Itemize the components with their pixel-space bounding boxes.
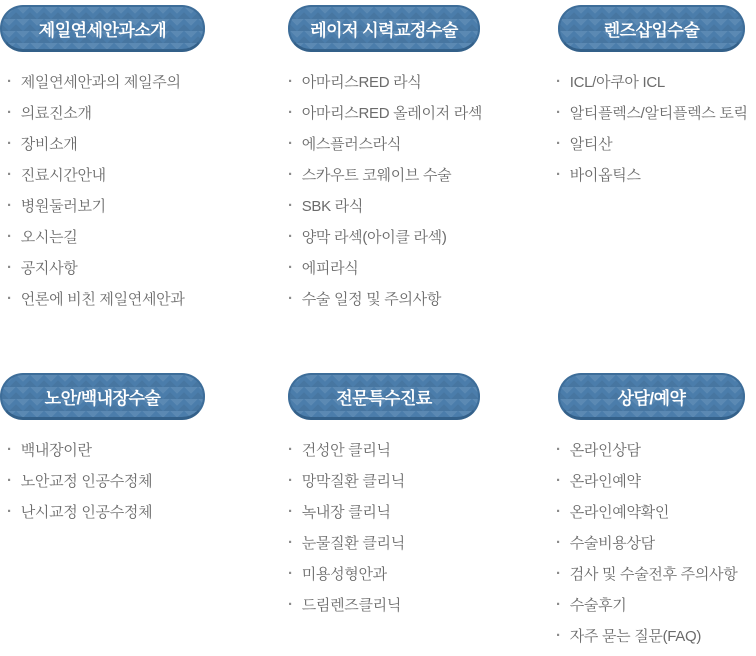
menu-item-label: 온라인예약확인 xyxy=(569,504,670,521)
menu-group-special-clinics xyxy=(288,373,568,620)
bullet-icon: · xyxy=(288,441,293,458)
menu-item[interactable] xyxy=(556,620,756,651)
menu-list-consult-reservation xyxy=(556,434,756,651)
menu-item[interactable] xyxy=(7,66,280,97)
bullet-icon: · xyxy=(288,166,293,183)
bullet-icon: · xyxy=(7,135,12,152)
bullet-icon: · xyxy=(556,104,561,121)
group-header-laser-vision-correction[interactable] xyxy=(288,5,480,52)
menu-item[interactable] xyxy=(7,496,280,527)
menu-item[interactable] xyxy=(7,434,280,465)
bullet-icon: · xyxy=(7,228,12,245)
menu-item-label: 알티산 xyxy=(569,136,613,153)
group-title: 렌즈삽입수술 xyxy=(603,20,700,40)
group-header-lens-implant[interactable] xyxy=(558,5,745,52)
bullet-icon: · xyxy=(288,503,293,520)
menu-group-lens-implant xyxy=(558,5,756,190)
menu-item-label: 난시교정 인공수정체 xyxy=(20,504,153,521)
menu-item-label: 공지사항 xyxy=(20,260,78,277)
menu-item[interactable] xyxy=(556,527,756,558)
bullet-icon: · xyxy=(556,565,561,582)
menu-item[interactable] xyxy=(288,558,568,589)
menu-item[interactable] xyxy=(7,128,280,159)
menu-item[interactable] xyxy=(556,66,756,97)
menu-item-label: 알티플렉스/알티플렉스 토릭 xyxy=(569,105,748,122)
bullet-icon: · xyxy=(7,290,12,307)
menu-item-label: 제일연세안과의 제일주의 xyxy=(20,74,181,91)
menu-item-label: 수술비용상담 xyxy=(569,535,655,552)
menu-item[interactable] xyxy=(288,159,568,190)
bullet-icon: · xyxy=(556,503,561,520)
menu-item-label: 병원둘러보기 xyxy=(20,198,106,215)
group-header-presbyopia-cataract[interactable] xyxy=(0,373,205,420)
bullet-icon: · xyxy=(288,197,293,214)
bullet-icon: · xyxy=(288,104,293,121)
menu-item[interactable] xyxy=(288,496,568,527)
menu-item[interactable] xyxy=(556,496,756,527)
menu-item[interactable] xyxy=(288,97,568,128)
bullet-icon: · xyxy=(288,290,293,307)
menu-item-label: 오시는길 xyxy=(20,229,78,246)
menu-list-special-clinics xyxy=(288,434,568,620)
group-header-special-clinics[interactable] xyxy=(288,373,480,420)
menu-item-label: 장비소개 xyxy=(20,136,78,153)
bullet-icon: · xyxy=(556,135,561,152)
menu-item[interactable] xyxy=(288,527,568,558)
menu-item-label: 백내장이란 xyxy=(20,442,92,459)
menu-group-consult-reservation xyxy=(558,373,756,651)
group-title: 레이저 시력교정수술 xyxy=(310,20,458,40)
menu-item[interactable] xyxy=(556,558,756,589)
bullet-icon: · xyxy=(556,627,561,644)
menu-item-label: 온라인상담 xyxy=(569,442,641,459)
menu-item-label: 자주 묻는 질문(FAQ) xyxy=(569,628,702,645)
menu-item[interactable] xyxy=(7,221,280,252)
menu-item-label: 노안교정 인공수정체 xyxy=(20,473,153,490)
menu-item-label: 눈물질환 클리닉 xyxy=(301,535,405,552)
menu-item[interactable] xyxy=(288,66,568,97)
menu-item[interactable] xyxy=(556,434,756,465)
menu-item-label: 아마리스RED 올레이저 라섹 xyxy=(301,105,483,122)
group-title: 상담/예약 xyxy=(617,388,686,408)
menu-list-lens-implant xyxy=(556,66,756,190)
menu-item[interactable] xyxy=(288,252,568,283)
menu-item-label: 온라인예약 xyxy=(569,473,641,490)
menu-item-label: 망막질환 클리닉 xyxy=(301,473,405,490)
menu-group-clinic-intro xyxy=(0,5,280,314)
bullet-icon: · xyxy=(7,104,12,121)
menu-item-label: 진료시간안내 xyxy=(20,167,106,184)
bullet-icon: · xyxy=(288,472,293,489)
menu-item-label: 에스플러스라식 xyxy=(301,136,402,153)
menu-item[interactable] xyxy=(288,283,568,314)
bullet-icon: · xyxy=(7,441,12,458)
bullet-icon: · xyxy=(288,135,293,152)
menu-item[interactable] xyxy=(7,190,280,221)
menu-item[interactable] xyxy=(556,589,756,620)
bullet-icon: · xyxy=(288,534,293,551)
menu-item-label: 수술후기 xyxy=(569,597,627,614)
bullet-icon: · xyxy=(288,565,293,582)
group-title: 전문특수진료 xyxy=(336,388,432,408)
menu-item-label: 의료진소개 xyxy=(20,105,92,122)
menu-item[interactable] xyxy=(288,465,568,496)
bullet-icon: · xyxy=(7,259,12,276)
group-title: 제일연세안과소개 xyxy=(38,20,167,40)
menu-item-label: 미용성형안과 xyxy=(301,566,387,583)
menu-item[interactable] xyxy=(556,465,756,496)
group-header-clinic-intro[interactable] xyxy=(0,5,205,52)
bullet-icon: · xyxy=(7,472,12,489)
bullet-icon: · xyxy=(7,73,12,90)
menu-item[interactable] xyxy=(288,190,568,221)
menu-item[interactable] xyxy=(288,128,568,159)
menu-item-label: 드림렌즈클리닉 xyxy=(301,597,402,614)
menu-group-laser-vision-correction xyxy=(288,5,568,314)
bullet-icon: · xyxy=(7,166,12,183)
menu-item[interactable] xyxy=(7,252,280,283)
bullet-icon: · xyxy=(288,228,293,245)
menu-item[interactable] xyxy=(556,159,756,190)
menu-item[interactable] xyxy=(7,465,280,496)
menu-item-label: 검사 및 수술전후 주의사항 xyxy=(569,566,738,583)
menu-item[interactable] xyxy=(288,434,568,465)
menu-item-label: ICL/아쿠아 ICL xyxy=(569,74,665,91)
menu-list-clinic-intro xyxy=(0,66,280,314)
menu-list-presbyopia-cataract xyxy=(0,434,280,527)
menu-item-label: 아마리스RED 라식 xyxy=(301,74,422,91)
menu-item-label: 언론에 비친 제일연세안과 xyxy=(20,291,185,308)
bullet-icon: · xyxy=(556,166,561,183)
bullet-icon: · xyxy=(7,197,12,214)
menu-item-label: 녹내장 클리닉 xyxy=(301,504,391,521)
bullet-icon: · xyxy=(288,73,293,90)
bullet-icon: · xyxy=(556,441,561,458)
menu-item[interactable] xyxy=(7,283,280,314)
menu-item-label: 스카우트 코웨이브 수술 xyxy=(301,167,452,184)
menu-item-label: 수술 일정 및 주의사항 xyxy=(301,291,442,308)
group-title: 노안/백내장수술 xyxy=(44,388,161,408)
menu-item[interactable] xyxy=(288,589,568,620)
bullet-icon: · xyxy=(556,596,561,613)
menu-item[interactable] xyxy=(556,128,756,159)
bullet-icon: · xyxy=(7,503,12,520)
menu-item-label: 에피라식 xyxy=(301,260,359,277)
menu-item[interactable] xyxy=(7,97,280,128)
bullet-icon: · xyxy=(288,596,293,613)
menu-item-label: 건성안 클리닉 xyxy=(301,442,391,459)
bullet-icon: · xyxy=(288,259,293,276)
menu-item[interactable] xyxy=(7,159,280,190)
menu-item-label: 바이옵틱스 xyxy=(569,167,641,184)
group-header-consult-reservation[interactable] xyxy=(558,373,745,420)
menu-item-label: SBK 라식 xyxy=(301,198,364,215)
menu-group-presbyopia-cataract xyxy=(0,373,280,527)
menu-item-label: 양막 라섹(아이클 라섹) xyxy=(301,229,447,246)
menu-item[interactable] xyxy=(288,221,568,252)
bullet-icon: · xyxy=(556,73,561,90)
bullet-icon: · xyxy=(556,534,561,551)
bullet-icon: · xyxy=(556,472,561,489)
menu-item[interactable] xyxy=(556,97,756,128)
menu-list-laser-vision-correction xyxy=(288,66,568,314)
